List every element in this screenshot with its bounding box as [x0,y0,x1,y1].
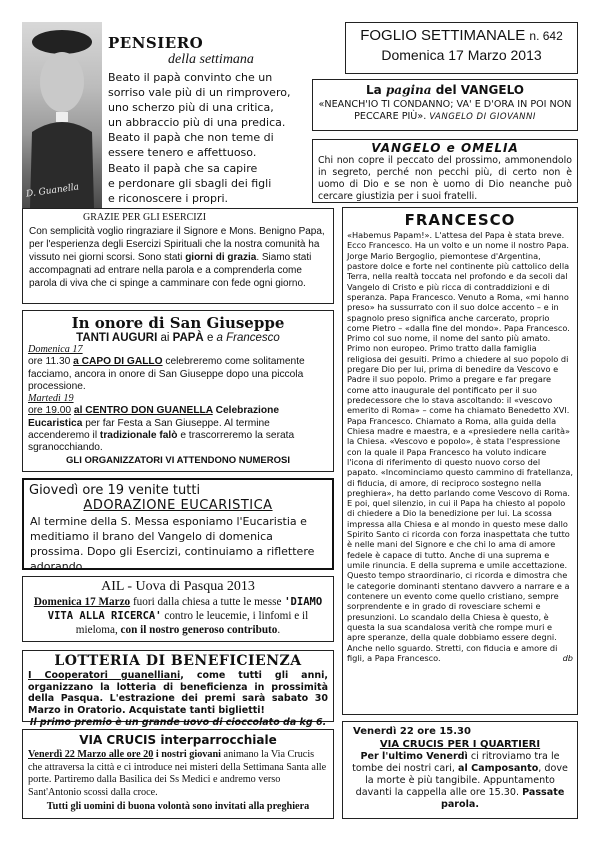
giuseppe-text [23,344,333,467]
pensiero-line: essere tenero e affettuoso. [108,146,257,160]
giuseppe-sub-5: a Francesco [216,332,280,344]
giuseppe-text-3: e trascorreremo la serata sgranocchiando. [28,430,295,454]
venerdi-text [343,750,577,812]
ail-date: Domenica 17 Marzo [33,596,131,608]
lotteria-prize: Il primo premio è un grande uovo di cioccolato da kg 6. [29,717,327,728]
grazie-title: GRAZIE PER GLI ESERCIZI [83,212,207,223]
grazie-text-bold: giorni di grazia [185,252,257,263]
portrait-figure [22,22,102,208]
adorazione-line-2: ADORAZIONE EUCARISTICA [83,498,273,513]
viacrucis-footer: Tutti gli uomini di buona volontà sono invitati alla preghiera [46,801,310,812]
giuseppe-sub-3: PAPÀ [172,332,204,344]
viacrucis-who: i nostri giovani [153,749,221,760]
adorazione-box [22,478,334,573]
vangelo-quote: «NEANCH'IO TI CONDANNO; VA' E D'ORA IN POI NON PECCARE PIÙ». [318,99,572,122]
foglio-number: n. 642 [529,29,563,43]
giuseppe-footer: GLI ORGANIZZATORI VI ATTENDONO NUMEROSI [66,454,290,466]
viacrucis-title: VIA CRUCIS interparrocchiale [79,733,277,747]
vangelo-text [313,97,577,125]
giuseppe-box [22,310,334,472]
venerdi-text-1: ci ritroviamo tra le tombe dei nostri cari, [352,751,560,774]
lotteria-body: , come tutti gli anni, organizzano la lotteria di beneficienza in prossimità della Pasqua. L'estrazione dei premi sarà sabato 30 Marzo in Oratorio. Acquistate tanti biglietti! [28,670,328,716]
viacrucis-text [23,747,333,801]
ail-text-3: . [277,624,281,636]
venerdi-bold-2: al Camposanto [458,763,539,774]
venerdi-bold-1: Per l'ultimo Venerdì [360,751,468,762]
lotteria-title: LOTTERIA DI BENEFICIENZA [54,653,302,669]
viacrucis-body: animano la Via Crucis che attraversa la città e ci introduce nei misteri della Settimana Santa alle porte. Partiremo dalla Basilica dei Ss Medici e andremo verso Sant'Antonio scossi dalla croce. [28,749,327,798]
giuseppe-title: In onore di San Giuseppe [71,314,285,332]
viacrucis-date: Venerdì 22 Marzo alle ore 20 [28,749,154,760]
giuseppe-time-2: ore 19.00 [28,405,72,417]
portrait-signature: D. Guanella [25,182,80,200]
grazie-box [22,208,334,304]
adorazione-text: Al termine della S. Messa esponiamo l'Eucaristia e meditiamo il brano del Vangelo di domenica prossima. Dopo gli Esercizi, continuiamo a riflettere adorando. [30,515,315,573]
giuseppe-sub-4: e [203,332,217,344]
venerdi-line-1: Venerdì 22 ore 15.30 [353,726,471,737]
grazie-text-1: Con semplicità voglio ringraziare il Signore e Mons. Benigno Papa, per l'esperienza degli Esercizi Spirituali che la nostra comunità ha vissuto nei giorni scorsi. Sono stati [29,226,325,263]
vangelo-box [312,79,578,131]
giuseppe-para-2 [28,405,328,454]
francesco-box [342,207,578,715]
giuseppe-day-1: Domenica 17 [28,344,83,355]
giuseppe-bold-2: tradizionale falò [99,430,178,442]
vangelo-title [313,83,577,97]
viacrucis-box [22,729,334,819]
pensiero-line: uno scherzo più di una critica, [108,101,274,115]
francesco-text [343,229,577,664]
pensiero-line: Beato il papà convinto che un [108,71,273,84]
pensiero-subtitle: della settimana [168,52,254,67]
vangelo-ref: VANGELO DI GIOVANNI [429,112,536,122]
ail-slogan: 'DIAMO VITA ALLA RICERCA' [47,596,323,622]
vangelo-title-post: del VANGELO [431,83,524,97]
foglio-header [345,22,578,74]
giuseppe-day-2: Martedì 19 [28,393,74,405]
pensiero-line: sorriso vale più di un rimprovero, [108,86,291,100]
giuseppe-event-2: Celebrazione Eucaristica [28,405,280,429]
giuseppe-time-1: ore 11.30 [28,356,71,368]
pensiero-title: PENSIERO [108,34,204,52]
ail-text-1: fuori dalla chiesa a tutte le messe [130,596,285,608]
ail-box [22,576,334,642]
ail-bold: con il nostro generoso contributo [120,624,278,636]
omelia-title: VANGELO e OMELIA [371,141,519,155]
grazie-text-2: . Siamo stati accompagnati ad entrare nella parola e a comprenderla come parola di viva che ci spinge a camminare con fede ogni giorno. [29,252,312,289]
francesco-title: FRANCESCO [404,211,516,229]
lotteria-box [22,650,334,728]
grazie-text [23,223,333,292]
vangelo-title-pre: La [365,83,386,97]
venerdi-bold-3: Passate parola. [440,787,565,810]
venerdi-line-2: VIA CRUCIS PER I QUARTIERI [379,739,541,750]
ail-text [23,595,333,637]
pensiero-line: un abbraccio più di una predica. [108,116,286,130]
giuseppe-text-1: celebreremo come solitamente facciamo, ancora in onore di San Giuseppe dopo una piccola processione. [28,356,305,392]
foglio-title: FOGLIO SETTIMANALE [360,27,526,44]
giuseppe-para-1 [28,356,328,393]
lotteria-text [23,669,333,717]
pensiero-line: Beato il papà che sa capire [108,161,258,175]
ail-text-2: contro le leucemie, i linfomi e il mieloma, [75,610,309,636]
francesco-body: «Habemus Papam!». L'attesa del Papa è stata breve. Ecco Francesco. Ha un volto e un nome il nostro Papa. Jorge Mario Bergoglio, piemontese d'Argentina, pastore dolce e forte nel continente più cattolico della Terra, nella realtà toccata nel profondo e da secoli dal Vangelo di Cristo e più ricca di contraddizioni e di speranza. Papa Francesco. Venuto a Roma, «mi hanno preso» ha sussurrato con il suo dolce accento – e in spagnolo preso significa anche carcerato, proprio come Pietro – «dalla fine del mondo». Papa Francesco. Primo col suo nome, il nome del santo più amato. Primo non europeo. Primo tratto dalla famiglia religiosa dei gesuiti. Primo a chiedere al suo popolo di pregare Dio per lui, prima di benedire da Vescovo e Padre il suo popolo. Primo a pregare e far pregare come atto inaugurale del pontificato per il suo predecessore che lo stava ascoltando: il «vescovo emerito di Roma» – come ha chiamato Benedetto XVI. Papa Francesco. Chiamato a Roma, alla guida della Chiesa madre e maestra, e a «presiedere nella carità» la Chiesa. «Vescovo e popolo», è stata l'espressione con la quale il Papa Francesco ha voluto indicare l'icona di riferimento di questo nuovo corso del papato. «Incominciamo questo cammino di fratellanza, di fiducia, di amore, di reciproco sostegno nella preghiera», ha detto parlando come Vescovo di Roma. E poi, quel silenzio, in cui il Papa ha chiesto al popolo di chiedere a Dio la benedizione per lui. La scossa impressa alla Chiesa e al mondo in questo mese dallo Spirito Santo ci ricorda con forza inaspettata che tutto è nelle mani del Signore e che chi lo ama di amore fedele è capace di tutto. Anche di una suprema e umile rinuncia. E della suprema e umile accettazione. Questo tempo straordinario, ci ricorda e dimostra che le categorie dominanti stentano davvero a narrare e a contenere un evento come quello cristiano, sempre sorprendente e in grado di rovesciare schemi e presunzioni. Lo scandalo della Chiesa è questo, è questa la sua scandalosa verità che rompe muri e apre speranze, della quale dobbiamo essere degni. Anche nello sguardo. Stretti, con fiducia e amore di figli, a Papa Francesco. [347,230,573,663]
venerdi-box [342,721,578,819]
pensiero-line: Beato il papà che non teme di [108,131,274,145]
pensiero-text [108,70,308,206]
pensiero-line: e riconoscere i propri. [108,191,229,205]
giuseppe-sub-1: TANTI AUGURI [76,332,158,344]
giuseppe-subtitle [23,332,333,344]
omelia-box [312,139,578,203]
ail-title: AIL - Uova di Pasqua 2013 [101,579,255,594]
guanella-portrait [22,22,102,208]
giuseppe-place-1: a CAPO DI GALLO [73,356,163,368]
lotteria-subject: I Cooperatori guanelliani [28,670,181,681]
giuseppe-sub-2: ai [157,332,173,344]
omelia-text: Chi non copre il peccato del prossimo, ammonendolo in segreto, perché non pecchi più, di certo non è uomo di Dio e se non è uomo di Dio neanche può cercare giustizia per i suoi fratelli. [318,155,572,202]
pensiero-line: e perdonare gli sbagli dei figli [108,176,272,190]
giuseppe-text-2: per far Festa a San Giuseppe. Al termine accenderemo il [28,417,270,442]
francesco-sign: db [562,652,573,663]
adorazione-line-1: Giovedì ore 19 venite tutti [29,483,201,498]
foglio-date: Domenica 17 Marzo 2013 [381,47,542,63]
vangelo-title-italic: pagina [385,83,432,97]
giuseppe-place-2: al CENTRO DON GUANELLA [73,405,213,417]
venerdi-text-2: , dove la morte è più tangibile. Appuntamento davanti la cappella alle ore 15.30. [355,763,568,798]
